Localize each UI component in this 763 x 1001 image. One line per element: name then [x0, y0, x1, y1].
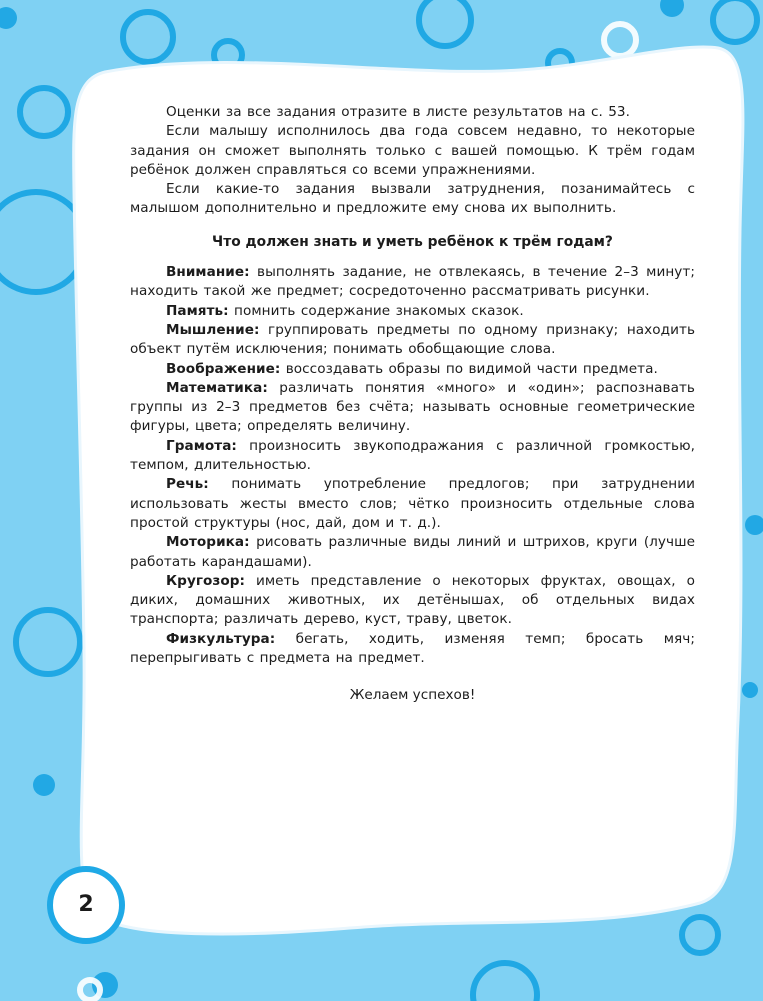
- skill-text: бегать, ходить, изменяя темп; бросать мяч; перепрыгивать с предмета на предмет.: [130, 630, 695, 667]
- skill-term: Внимание:: [166, 264, 250, 281]
- skill-attention: [130, 263, 695, 302]
- skill-text: понимать употребление предлогов; при затруднении использовать жесты вместо слов; чётко произносить отдельные слова простой структуры (нос, дай, дом и т. д.).: [130, 476, 695, 531]
- intro-paragraph: Если какие-то задания вызвали затруднения, позанимайтесь с малышом дополнительно и предложите ему снова их выполнить.: [130, 181, 695, 217]
- skill-text: иметь представление о некоторых фруктах, овощах, о диких, домашних животных, их детёнышах, об отдельных видах транспорта; различать дерево, куст, траву, цветок.: [130, 572, 695, 628]
- skill-text: группировать предметы по одному признаку; находить объект путём исключения; понимать обобщающие слова.: [130, 321, 695, 358]
- intro-paragraph: Оценки за все задания отразите в листе результатов на с. 53.: [166, 104, 630, 120]
- page-number: 2: [78, 892, 94, 917]
- skill-term: Речь:: [166, 476, 209, 493]
- skill-term: Воображение:: [166, 360, 281, 377]
- skill-text: произносить звукоподражания с различной громкостью, темпом, длительностью.: [130, 437, 695, 474]
- intro-paragraph: Если малышу исполнилось два года совсем недавно, то некоторые задания он сможет выполнять только с вашей помощью. К трём годам ребёнок должен справляться со всеми упражнениями.: [130, 123, 695, 178]
- skill-term: Физкультура:: [166, 630, 276, 647]
- skill-physical: [130, 630, 695, 669]
- skill-term: Кругозор:: [166, 572, 245, 589]
- skill-text: помнить содержание знакомых сказок.: [228, 302, 524, 319]
- page-number-badge: [46, 865, 126, 945]
- skill-term: Грамота:: [166, 437, 237, 454]
- skill-term: Моторика:: [166, 534, 250, 551]
- skill-math: [130, 379, 695, 437]
- skill-imagination: [130, 360, 695, 379]
- section-heading: Что должен знать и уметь ребёнок к трём годам?: [212, 233, 613, 250]
- skill-term: Память:: [166, 302, 229, 319]
- skill-literacy: [130, 437, 695, 476]
- closing-wish: Желаем успехов!: [349, 687, 476, 704]
- skill-text: выполнять задание, не отвлекаясь, в течение 2–3 минут; находить такой же предмет; сосредоточенно рассматривать рисунки.: [130, 264, 695, 300]
- page-content: [130, 103, 695, 706]
- skill-speech: [130, 475, 695, 533]
- skill-text: рисовать различные виды линий и штрихов, круги (лучше работать карандашами).: [130, 534, 695, 570]
- skill-term: Мышление:: [166, 321, 260, 338]
- skill-text: различать понятия «много» и «один»; распознавать группы из 2–3 предметов без счёта; называть основные геометрические фигуры, цвета; определять величину.: [130, 379, 695, 435]
- skill-memory: [130, 302, 695, 321]
- skill-text: воссоздавать образы по видимой части предмета.: [280, 360, 658, 377]
- skill-term: Математика:: [166, 379, 268, 396]
- skill-motor: [130, 533, 695, 572]
- skill-thinking: [130, 321, 695, 360]
- skill-outlook: [130, 572, 695, 630]
